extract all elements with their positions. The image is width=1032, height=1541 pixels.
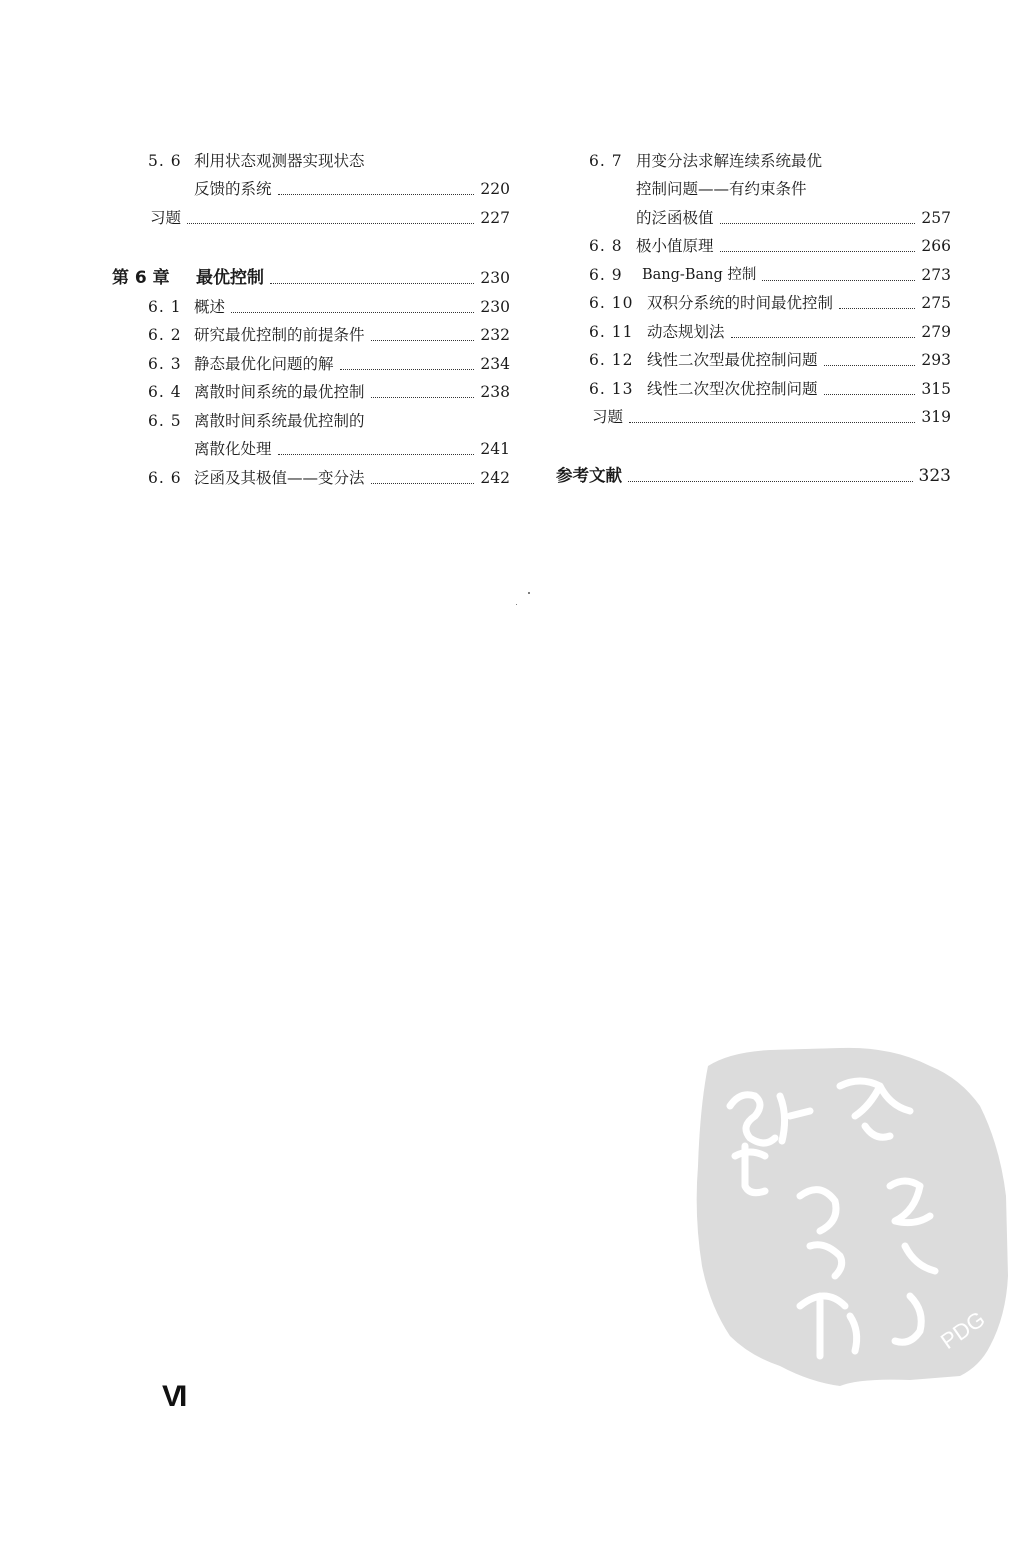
entry-number: 6. 12 — [589, 351, 634, 369]
toc-entry-6-9[interactable] — [589, 263, 951, 287]
entry-page: 242 — [480, 469, 510, 487]
entry-title: 反馈的系统 — [194, 180, 272, 198]
dot-leader — [720, 251, 916, 252]
dot-leader — [762, 280, 915, 281]
entry-page: 315 — [921, 380, 951, 398]
toc-entry-exercises-5[interactable] — [150, 206, 510, 230]
dot-leader — [824, 365, 916, 366]
toc-entry-5-6[interactable] — [148, 149, 510, 173]
entry-title: 利用状态观测器实现状态 — [194, 152, 365, 170]
toc-entry-6-5[interactable] — [148, 409, 510, 433]
entry-title: 泛函及其极值——变分法 — [194, 469, 365, 487]
entry-page: 273 — [921, 266, 951, 284]
dot-leader — [720, 223, 916, 224]
entry-number: 6. 7 — [589, 152, 623, 170]
toc-chapter-6[interactable] — [112, 266, 510, 290]
chapter-title: 最优控制 — [196, 268, 264, 288]
toc-entry-6-2[interactable] — [148, 323, 510, 347]
entry-page: 293 — [921, 351, 951, 369]
toc-entry-5-6-cont[interactable] — [194, 177, 510, 201]
page-number: VI — [162, 1380, 185, 1413]
entry-number: 6. 1 — [148, 298, 182, 316]
dot-leader — [278, 194, 475, 195]
entry-title: 习题 — [150, 209, 182, 227]
dot-leader — [371, 397, 475, 398]
entry-number: 6. 4 — [148, 383, 182, 401]
entry-page: 232 — [480, 326, 510, 344]
dot-leader — [731, 337, 916, 338]
entry-title: 离散时间系统的最优控制 — [194, 383, 365, 401]
watermark-stamp — [690, 1046, 1010, 1386]
toc-entry-6-8[interactable] — [589, 234, 951, 258]
entry-title: 线性二次型最优控制问题 — [647, 351, 818, 369]
toc-entry-exercises-6[interactable] — [592, 405, 951, 429]
toc-entry-6-7-cont2[interactable] — [636, 206, 951, 230]
entry-number: 6. 3 — [148, 355, 182, 373]
entry-number: 5. 6 — [148, 152, 182, 170]
entry-title: Bang-Bang 控制 — [642, 267, 757, 283]
entry-number: 6. 9 — [589, 266, 623, 284]
toc-entry-6-6[interactable] — [148, 466, 510, 490]
entry-title: 用变分法求解连续系统最优 — [636, 152, 823, 170]
dot-leader — [371, 340, 475, 341]
entry-number: 6. 5 — [148, 412, 182, 430]
toc-entry-6-7[interactable] — [589, 149, 951, 173]
toc-entry-6-5-cont[interactable] — [194, 437, 510, 461]
toc-entry-6-13[interactable] — [589, 377, 951, 401]
dot-leader — [629, 422, 915, 423]
entry-page: 241 — [480, 440, 510, 458]
toc-entry-6-4[interactable] — [148, 380, 510, 404]
entry-title: 静态最优化问题的解 — [194, 355, 334, 373]
entry-title: 线性二次型次优控制问题 — [647, 380, 818, 398]
entry-number: 6. 2 — [148, 326, 182, 344]
entry-title: 双积分系统的时间最优控制 — [647, 294, 834, 312]
entry-page: 230 — [480, 269, 510, 287]
dot-leader — [278, 454, 475, 455]
entry-number: 6. 8 — [589, 237, 623, 255]
dot-leader — [187, 223, 474, 224]
entry-title: 控制问题——有约束条件 — [636, 180, 807, 198]
entry-title: 极小值原理 — [636, 237, 714, 255]
references-title: 参考文献 — [556, 466, 622, 485]
toc-entry-6-12[interactable] — [589, 348, 951, 372]
toc-entry-6-11[interactable] — [589, 320, 951, 344]
entry-title: 研究最优控制的前提条件 — [194, 326, 365, 344]
dot-leader — [270, 283, 474, 284]
entry-page: 323 — [918, 466, 951, 486]
entry-page: 319 — [921, 408, 951, 426]
entry-number: 6. 13 — [589, 380, 634, 398]
dot-leader — [340, 369, 475, 370]
entry-page: 220 — [480, 180, 510, 198]
toc-entry-6-1[interactable] — [148, 295, 510, 319]
dot-leader — [231, 312, 474, 313]
toc-entry-6-7-cont1[interactable] — [636, 177, 951, 201]
toc-entry-6-10[interactable] — [589, 291, 951, 315]
entry-page: 275 — [921, 294, 951, 312]
entry-title: 离散时间系统最优控制的 — [194, 412, 365, 430]
entry-page: 257 — [921, 209, 951, 227]
entry-page: 227 — [480, 209, 510, 227]
dot-leader — [371, 483, 475, 484]
entry-title: 概述 — [194, 298, 226, 316]
entry-number: 6. 6 — [148, 469, 182, 487]
entry-page: 230 — [480, 298, 510, 316]
entry-page: 234 — [480, 355, 510, 373]
entry-page: 266 — [921, 237, 951, 255]
chapter-label: 第 6 章 — [112, 268, 170, 288]
entry-number: 6. 10 — [589, 294, 634, 312]
scan-speck — [516, 604, 517, 605]
entry-page: 238 — [480, 383, 510, 401]
dot-leader — [628, 481, 913, 482]
stamp-mark-text: PDG — [936, 1306, 990, 1355]
toc-entry-references[interactable] — [556, 464, 951, 488]
entry-page: 279 — [921, 323, 951, 341]
toc-entry-6-3[interactable] — [148, 352, 510, 376]
dot-leader — [839, 308, 915, 309]
dot-leader — [824, 394, 916, 395]
entry-title: 动态规划法 — [647, 323, 725, 341]
entry-number: 6. 11 — [589, 323, 634, 341]
entry-title: 离散化处理 — [194, 440, 272, 458]
scan-speck — [528, 592, 530, 594]
entry-title: 的泛函极值 — [636, 209, 714, 227]
stamp-seal-icon — [690, 1046, 1010, 1386]
entry-title: 习题 — [592, 408, 624, 426]
